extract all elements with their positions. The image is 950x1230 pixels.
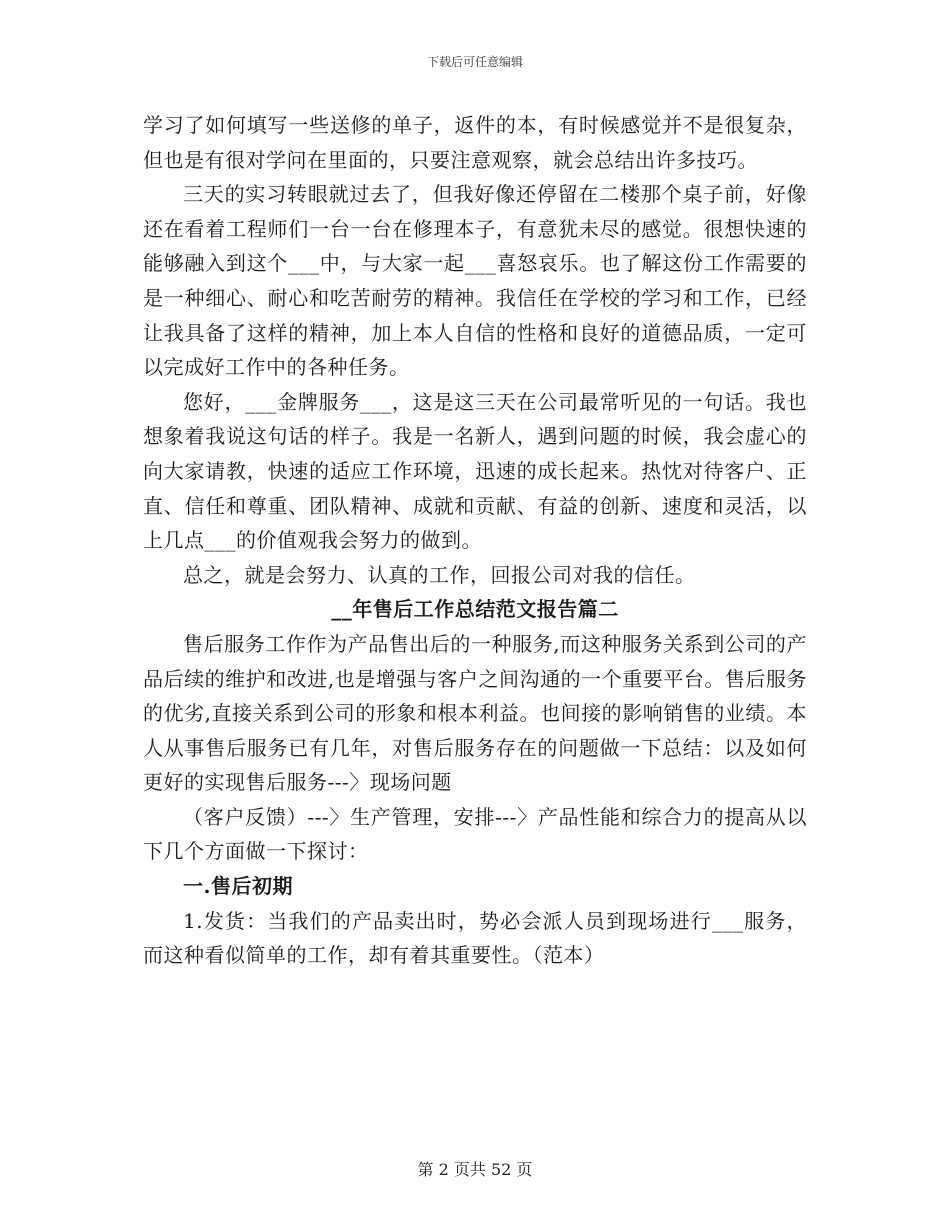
paragraph: 您好，___金牌服务___，这是这三天在公司最常听见的一句话。我也想象着我说这句话的样子。我是一名新人，遇到问题的时候，我会虚心的向大家请教，快速的适应工作环境，迅速的成长起来。热忱对待客户、正直、信任和尊重、团队精神、成就和贡献、有益的创新、速度和灵活，以上几点___的价值观我会努力的做到。	[143, 389, 807, 553]
paragraph: 总之，就是会努力、认真的工作，回报公司对我的信任。	[183, 562, 696, 587]
document-body	[143, 108, 807, 973]
paragraph: 三天的实习转眼就过去了，但我好像还停留在二楼那个桌子前，好像还在看着工程师们一台一台在修理本子，有意犹未尽的感觉。很想快速的能够融入到这个___中，与大家一起___喜怒哀乐。也了解这份工作需要的是一种细心、耐心和吃苦耐劳的精神。我信任在学校的学习和工作，已经让我具备了这样的精神，加上本人自信的性格和良好的道德品质，一定可以完成好工作中的各种任务。	[143, 182, 807, 380]
page-header: 下载后可任意编辑	[426, 55, 523, 69]
paragraph: 售后服务工作作为产品售出后的一种服务,而这种服务关系到公司的产品后续的维护和改进,也是增强与客户之间沟通的一个重要平台。售后服务的优劣,直接关系到公司的形象和根本利益。也间接的影响销售的业绩。本人从事售后服务已有几年，对售后服务存在的问题做一下总结：以及如何更好的实现售后服务---〉现场问题	[143, 631, 807, 795]
paragraph: （客户反馈）---〉生产管理，安排---〉产品性能和综合力的提高从以下几个方面做一下探讨：	[143, 804, 807, 864]
page-footer: 第 2 页共 52 页	[417, 1160, 533, 1179]
subsection-heading: 一.售后初期	[183, 874, 293, 899]
paragraph-continued: 学习了如何填写一些送修的单子，返件的本，有时候感觉并不是很复杂，但也是有很对学问在里面的，只要注意观察，就会总结出许多技巧。	[143, 113, 807, 172]
list-item: 1.发货：当我们的产品卖出时，势必会派人员到现场进行___服务，而这种看似简单的工作，却有着其重要性。（范本）	[143, 908, 807, 968]
section-title: __年售后工作总结范文报告篇二	[331, 597, 619, 622]
